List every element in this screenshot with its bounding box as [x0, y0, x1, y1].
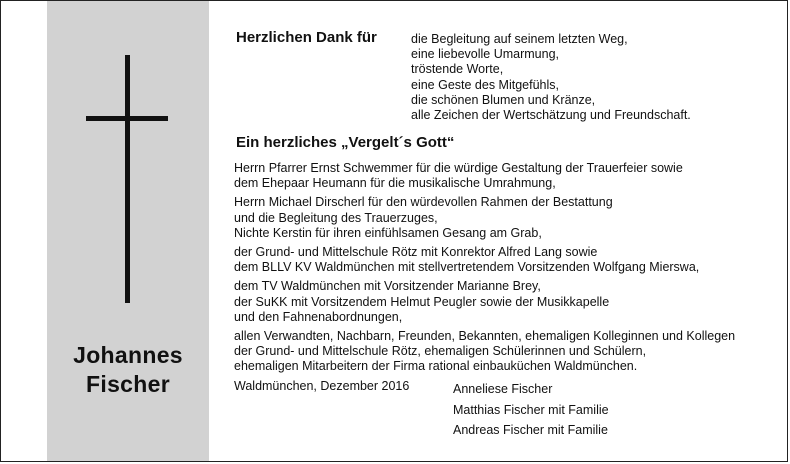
thanks-line: eine Geste des Mitgefühls,: [411, 77, 559, 92]
acknowledgement-group: [234, 245, 779, 275]
acknowledgement-group: [234, 195, 779, 241]
acknowledgement-line: dem Ehepaar Heumann für die musikalische Umrahmung,: [234, 176, 556, 191]
thanks-line: tröstende Worte,: [411, 62, 504, 77]
acknowledgement-line: der SuKK mit Vorsitzendem Helmut Peugler sowie der Musikkapelle: [234, 294, 610, 309]
acknowledgement-line: der Grund- und Mittelschule Rötz mit Konrektor Alfred Lang sowie: [234, 245, 598, 260]
acknowledgement-line: und die Begleitung des Trauerzuges,: [234, 210, 438, 225]
thanks-line: die schönen Blumen und Kränze,: [411, 92, 596, 107]
thanks-line: die Begleitung auf seinem letzten Weg,: [411, 32, 628, 46]
signer: Andreas Fischer mit Familie: [453, 423, 608, 437]
acknowledgement-line: allen Verwandten, Nachbarn, Freunden, Bekannten, ehemaligen Kolleginnen und Kollegen: [234, 329, 736, 344]
thanks-heading: Herzlichen Dank für: [236, 29, 377, 46]
acknowledgement-group: [234, 329, 779, 375]
acknowledgement-line: Herrn Pfarrer Ernst Schwemmer für die würdige Gestaltung der Trauerfeier sowie: [234, 161, 683, 175]
signers-list: [453, 379, 609, 441]
acknowledgement-group: [234, 279, 779, 325]
cross-icon: [125, 55, 130, 303]
acknowledgement-line: der Grund- und Mittelschule Rötz, ehemaligen Schülerinnen und Schülern,: [234, 344, 647, 359]
acknowledgement-line: und den Fahnenabordnungen,: [234, 309, 403, 324]
acknowledgement-list: [234, 161, 779, 379]
acknowledgement-group: [234, 161, 779, 191]
thanks-line: eine liebevolle Umarmung,: [411, 47, 559, 62]
signer: Matthias Fischer mit Familie: [453, 402, 609, 417]
acknowledgement-line: dem TV Waldmünchen mit Vorsitzender Marianne Brey,: [234, 279, 541, 294]
thanks-list: [411, 32, 691, 123]
cross-icon-bar: [86, 116, 168, 121]
vergelts-heading: Ein herzliches „Vergelt´s Gott“: [236, 134, 455, 151]
signer: Anneliese Fischer: [453, 382, 553, 396]
acknowledgement-line: ehemaligen Mitarbeitern der Firma rational einbauküchen Waldmünchen.: [234, 359, 638, 374]
deceased-last-name: Fischer: [86, 371, 170, 397]
acknowledgement-line: Nichte Kerstin für ihren einfühlsamen Gesang am Grab,: [234, 225, 542, 240]
thanks-line: alle Zeichen der Wertschätzung und Freundschaft.: [411, 108, 691, 123]
place-date: Waldmünchen, Dezember 2016: [234, 379, 410, 393]
acknowledgement-line: Herrn Michael Dirscherl für den würdevollen Rahmen der Bestattung: [234, 195, 613, 210]
deceased-first-name: Johannes: [73, 342, 183, 368]
acknowledgement-line: dem BLLV KV Waldmünchen mit stellvertretendem Vorsitzenden Wolfgang Mierswa,: [234, 260, 700, 275]
